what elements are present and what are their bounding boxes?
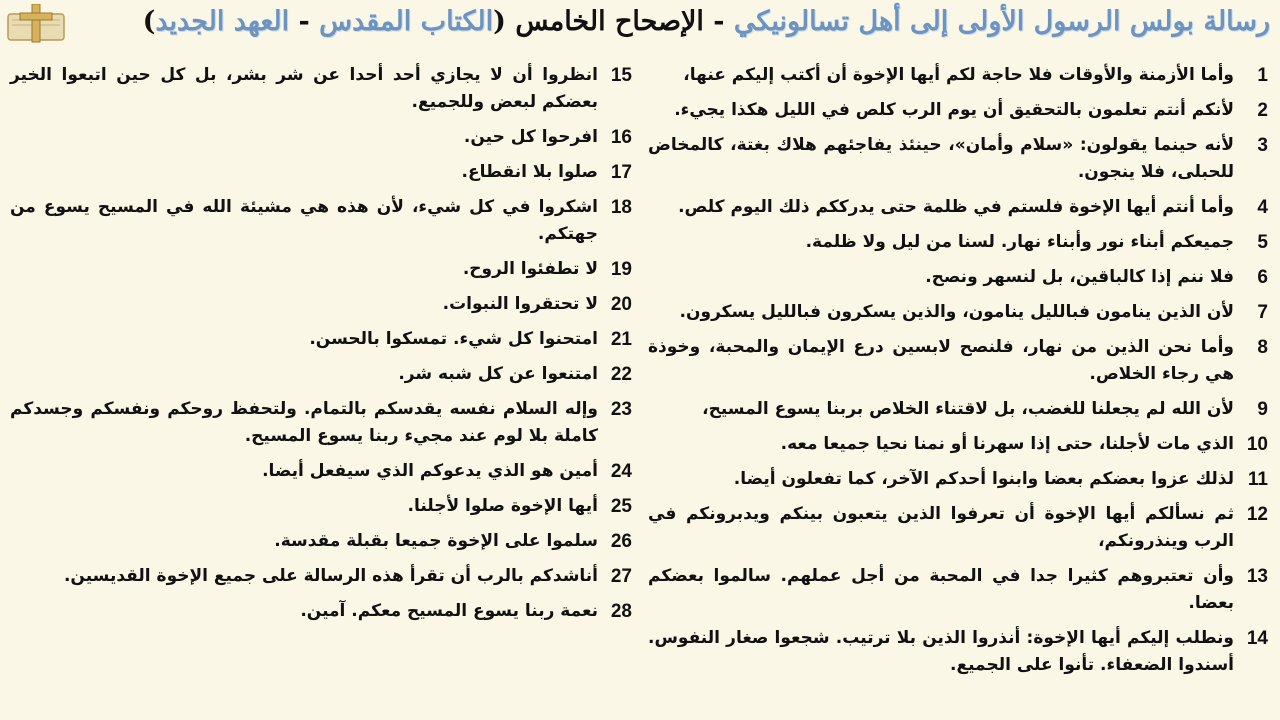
verse-text: سلموا على الإخوة جميعا بقبلة مقدسة. [274,531,598,551]
verse-text: امتنعوا عن كل شبه شر. [398,364,598,384]
title-chapter: الإصحاح الخامس [515,6,704,37]
verse-item [648,431,1268,458]
verse-item [648,97,1268,124]
title-separator: - [703,6,734,37]
verse-text: ونطلب إليكم أيها الإخوة: أنذروا الذين بلا ترتيب. شجعوا صغار النفوس. أسندوا الضعفاء. تأنوا على الجميع. [648,628,1234,675]
verse-number: 8 [1257,337,1268,358]
verse-text: امتحنوا كل شيء. تمسكوا بالحسن. [309,329,598,349]
verse-text: لا تحتقروا النبوات. [442,294,598,314]
verse-number: 9 [1257,399,1268,420]
verse-item [10,291,632,318]
verse-text: أيها الإخوة صلوا لأجلنا. [407,496,598,516]
verse-number: 10 [1246,434,1268,455]
verse-number: 3 [1257,135,1268,156]
verse-number: 23 [610,399,632,420]
verse-number: 24 [610,461,632,482]
verse-item [648,563,1268,617]
verse-text: لأنكم أنتم تعلمون بالتحقيق أن يوم الرب كلص في الليل هكذا يجيء. [674,100,1234,120]
title-testament: العهد الجديد [155,6,290,37]
verse-item [10,493,632,520]
verse-text: لأنه حينما يقولون: «سلام وأمان»، حينئذ يفاجئهم هلاك بغتة، كالمخاض للحبلى، فلا ينجون. [648,135,1234,182]
verse-number: 28 [610,601,632,622]
verse-number: 18 [610,197,632,218]
verse-item [648,334,1268,388]
verse-item [10,194,632,248]
verse-number: 13 [1246,566,1268,587]
verse-number: 2 [1257,100,1268,121]
verse-text: وإله السلام نفسه يقدسكم بالتمام. ولتحفظ روحكم ونفسكم وجسدكم كاملة بلا لوم عند مجيء ربنا يسوع المسيح. [10,399,598,446]
verses-column-left [10,62,632,633]
verse-text: انظروا أن لا يجازي أحد أحدا عن شر بشر، بل كل حين اتبعوا الخير بعضكم لبعض وللجميع. [10,65,598,112]
verse-text: صلوا بلا انقطاع. [461,162,598,182]
verse-number: 12 [1246,504,1268,525]
title-book: الكتاب المقدس [319,6,494,37]
verse-item [10,396,632,450]
verse-item [648,194,1268,221]
verse-number: 27 [610,566,632,587]
verse-item [648,132,1268,186]
verse-text: ثم نسألكم أيها الإخوة أن تعرفوا الذين يتعبون بينكم ويدبرونكم في الرب وينذرونكم، [648,504,1234,551]
verse-text: افرحوا كل حين. [463,127,598,147]
verse-item [648,396,1268,423]
verse-item [10,458,632,485]
verse-number: 15 [610,65,632,86]
verse-item [10,326,632,353]
verse-number: 19 [610,259,632,280]
verse-item [648,62,1268,89]
verse-number: 25 [610,496,632,517]
verse-item [10,598,632,625]
verse-item [648,229,1268,256]
verse-item [648,466,1268,493]
verse-number: 26 [610,531,632,552]
verse-text: وأن تعتبروهم كثيرا جدا في المحبة من أجل عملهم. سالموا بعضكم بعضا. [648,566,1234,613]
title-epistle: رسالة بولس الرسول الأولى إلى أهل تسالونيكي [733,6,1270,37]
verse-item [648,501,1268,555]
verse-number: 14 [1246,628,1268,649]
verse-text: لأن الذين ينامون فبالليل ينامون، والذين يسكرون فبالليل يسكرون. [679,302,1234,322]
verse-number: 16 [610,127,632,148]
verse-number: 7 [1257,302,1268,323]
verse-number: 5 [1257,232,1268,253]
verse-text: نعمة ربنا يسوع المسيح معكم. آمين. [300,601,598,621]
verse-item [10,361,632,388]
verse-number: 4 [1257,197,1268,218]
verse-number: 1 [1257,65,1268,86]
verse-text: اشكروا في كل شيء، لأن هذه هي مشيئة الله في المسيح يسوع من جهتكم. [10,197,598,244]
verse-item [648,264,1268,291]
verse-text: أناشدكم بالرب أن تقرأ هذه الرسالة على جميع الإخوة القديسين. [63,566,598,586]
verse-item [10,62,632,116]
verse-number: 17 [610,162,632,183]
verse-text: وأما نحن الذين من نهار، فلنصح لابسين درع الإيمان والمحبة، وخوذة هي رجاء الخلاص. [648,337,1234,384]
verse-item [10,256,632,283]
verse-text: الذي مات لأجلنا، حتى إذا سهرنا أو نمنا نحيا جميعا معه. [780,434,1234,454]
page-title [78,4,1270,40]
title-separator: - [289,6,320,37]
verses-column-right [648,62,1268,687]
verse-text: وأما الأزمنة والأوقات فلا حاجة لكم أيها الإخوة أن أكتب إليكم عنها، [683,65,1234,85]
page-header [0,0,1280,52]
title-paren-close: ) [142,6,156,37]
verse-number: 11 [1247,469,1268,490]
verse-number: 22 [610,364,632,385]
verse-number: 20 [610,294,632,315]
verse-item [10,124,632,151]
verse-number: 6 [1257,267,1268,288]
verse-text: جميعكم أبناء نور وأبناء نهار. لسنا من ليل ولا ظلمة. [805,232,1234,252]
title-paren-open: ( [493,6,516,37]
verse-number: 21 [610,329,632,350]
verse-item [10,528,632,555]
verse-text: فلا ننم إذا كالباقين، بل لنسهر ونصح. [925,267,1234,287]
verse-item [10,563,632,590]
cross-book-icon [6,4,66,44]
verse-text: لذلك عزوا بعضكم بعضا وابنوا أحدكم الآخر، كما تفعلون أيضا. [733,469,1234,489]
verse-text: لا تطفئوا الروح. [462,259,598,279]
verse-item [10,159,632,186]
verse-item [648,299,1268,326]
verse-text: أمين هو الذي يدعوكم الذي سيفعل أيضا. [262,461,598,481]
verse-text: وأما أنتم أيها الإخوة فلستم في ظلمة حتى يدرككم ذلك اليوم كلص. [678,197,1234,217]
verse-item [648,625,1268,679]
verse-text: لأن الله لم يجعلنا للغضب، بل لاقتناء الخلاص بربنا يسوع المسيح، [702,399,1234,419]
